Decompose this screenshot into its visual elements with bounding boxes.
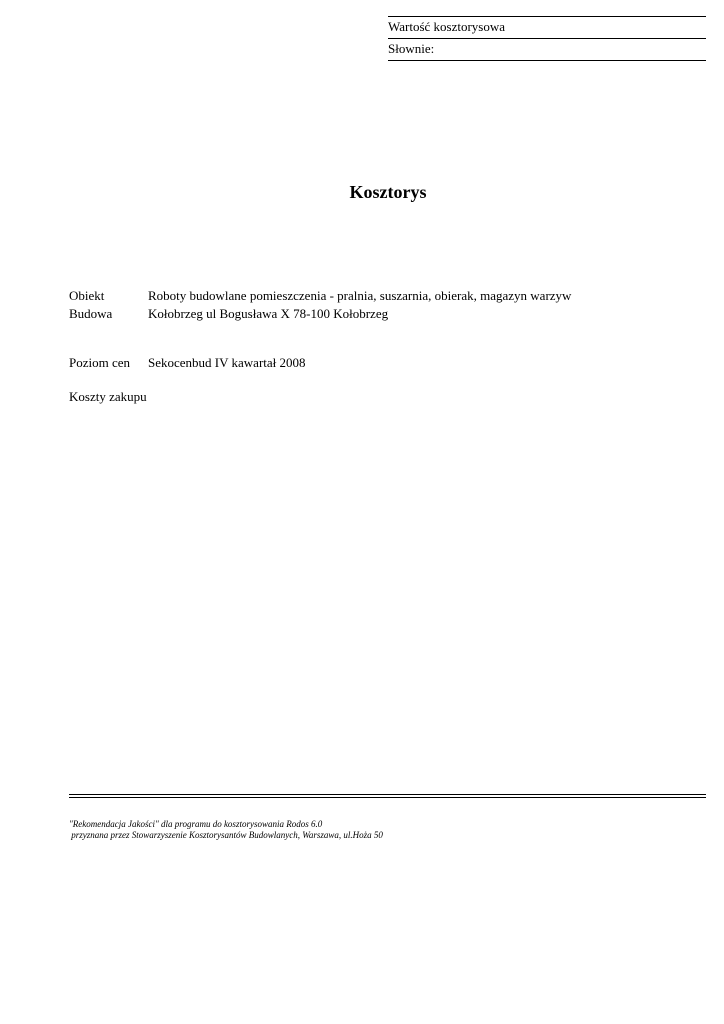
field-koszty-zakupu — [69, 388, 147, 406]
footer-line-2: przyznana przez Stowarzyszenie Kosztorysantów Budowlanych, Warszawa, ul.Hoża 50 — [69, 830, 383, 840]
field-obiekt-label: Obiekt — [69, 288, 105, 303]
estimate-value-line: Wartość kosztorysowa — [388, 16, 706, 38]
field-budowa — [69, 305, 388, 323]
field-budowa-value: Kołobrzeg ul Bogusława X 78-100 Kołobrzeg — [148, 306, 389, 321]
document-title: Kosztorys — [349, 182, 427, 202]
field-koszty-zakupu-label: Koszty zakupu — [69, 389, 147, 404]
header-box — [388, 16, 706, 61]
field-poziom-cen-value: Sekocenbud IV kawartał 2008 — [148, 355, 306, 370]
footer-divider — [69, 794, 706, 798]
field-budowa-label: Budowa — [69, 306, 113, 321]
footer-line-1: "Rekomendacja Jakości" dla programu do kosztorysowania Rodos 6.0 — [69, 819, 323, 829]
amount-in-words-line: Słownie: — [388, 38, 706, 61]
field-obiekt-value: Roboty budowlane pomieszczenia - pralnia, suszarnia, obierak, magazyn warzyw — [148, 288, 572, 303]
field-poziom-cen-label: Poziom cen — [69, 355, 131, 370]
field-poziom-cen — [69, 354, 306, 372]
field-obiekt — [69, 287, 571, 305]
